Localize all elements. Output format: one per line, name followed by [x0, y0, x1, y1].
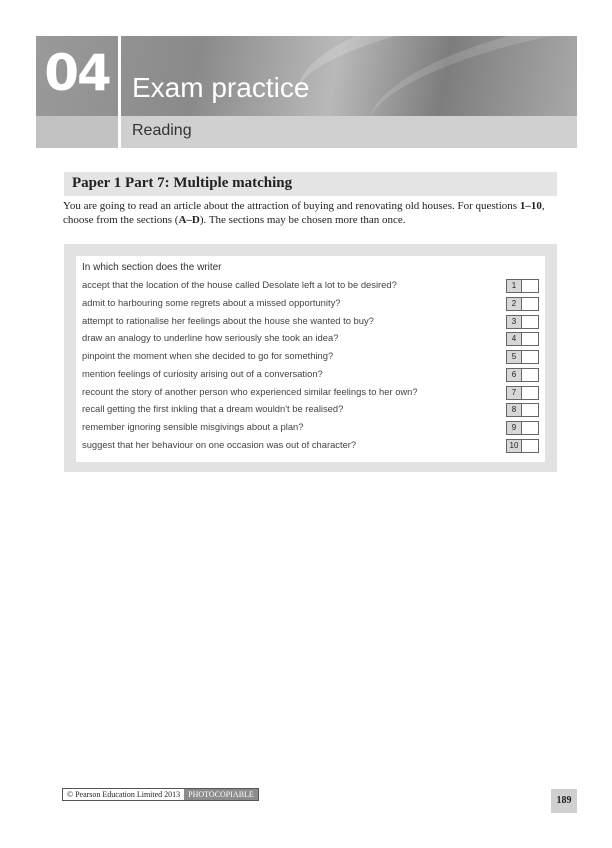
answer-box[interactable] [521, 421, 539, 435]
question-text: remember ignoring sensible misgivings about a plan? [82, 421, 304, 432]
answer-box[interactable] [521, 315, 539, 329]
question-text: suggest that her behaviour on one occasion was out of character? [82, 439, 357, 450]
question-number: 2 [506, 297, 522, 311]
question-row [82, 297, 542, 313]
question-row [82, 279, 542, 295]
answer-box[interactable] [521, 332, 539, 346]
question-number: 1 [506, 279, 522, 293]
question-text: admit to harbouring some regrets about a missed opportunity? [82, 297, 341, 308]
question-row [82, 350, 542, 366]
answer-box[interactable] [521, 350, 539, 364]
question-number: 3 [506, 315, 522, 329]
instructions-text-1: You are going to read an article about the attraction of buying and renovating old houses. For questions [63, 200, 520, 212]
question-row [82, 315, 542, 331]
question-number: 10 [506, 439, 522, 453]
question-text: recall getting the first inkling that a dream wouldn't be realised? [82, 403, 344, 414]
answer-box[interactable] [521, 368, 539, 382]
question-text: pinpoint the moment when she decided to go for something? [82, 350, 334, 361]
question-row [82, 386, 542, 402]
unit-divider [118, 36, 121, 148]
question-row [82, 421, 542, 437]
section-band-left [36, 116, 118, 148]
section-range: A–D [178, 214, 200, 226]
answer-box[interactable] [521, 439, 539, 453]
unit-title: Exam practice [132, 72, 310, 103]
answer-box[interactable] [521, 297, 539, 311]
question-text: attempt to rationalise her feelings about the house she wanted to buy? [82, 315, 374, 326]
question-text: recount the story of another person who experienced similar feelings to her own? [82, 386, 418, 397]
question-number: 4 [506, 332, 522, 346]
question-number: 7 [506, 386, 522, 400]
question-text: accept that the location of the house called Desolate left a lot to be desired? [82, 279, 397, 290]
section-label: Reading [132, 122, 192, 139]
question-number: 9 [506, 421, 522, 435]
part-heading: Paper 1 Part 7: Multiple matching [72, 175, 293, 191]
unit-number: 04 [44, 44, 110, 102]
photocopiable-label: PHOTOCOPIABLE [184, 789, 258, 800]
answer-box[interactable] [521, 403, 539, 417]
question-number: 6 [506, 368, 522, 382]
page-number: 189 [556, 795, 572, 806]
answer-box[interactable] [521, 386, 539, 400]
task-instructions [63, 199, 557, 227]
question-row [82, 368, 542, 384]
answer-box[interactable] [521, 279, 539, 293]
question-row [82, 439, 542, 455]
question-text: draw an analogy to underline how seriously she took an idea? [82, 332, 339, 343]
question-text: mention feelings of curiosity arising out of a conversation? [82, 368, 323, 379]
task-prompt: In which section does the writer [82, 262, 222, 273]
question-number: 8 [506, 403, 522, 417]
question-row [82, 332, 542, 348]
copyright-text: © Pearson Education Limited 2013 [63, 789, 184, 800]
question-range: 1–10 [519, 200, 542, 212]
instructions-text-2: , choose from the sections ( [63, 200, 545, 226]
instructions-text-3: ). The sections may be chosen more than once. [199, 214, 406, 226]
copyright-notice [62, 788, 259, 801]
question-number: 5 [506, 350, 522, 364]
question-row [82, 403, 542, 419]
